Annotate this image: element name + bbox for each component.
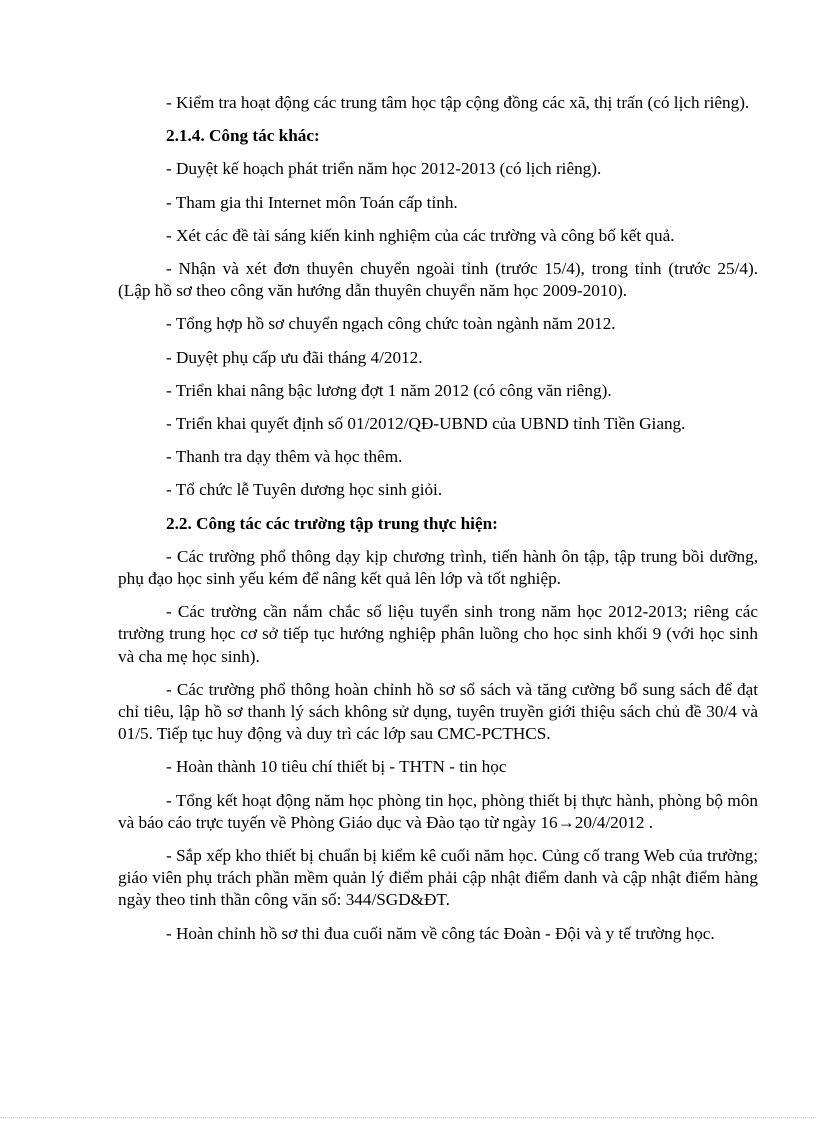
page-bottom-divider — [0, 1117, 816, 1118]
paragraph-kiem-tra-hoc-tap-cong-dong: - Kiểm tra hoạt động các trung tâm học tập cộng đồng các xã, thị trấn (có lịch riêng). — [166, 93, 750, 112]
paragraph-tong-ket-tin-hoc: - Tổng kết hoạt động năm học phòng tin học, phòng thiết bị thực hành, phòng bộ môn và báo cáo trực tuyến về Phòng Giáo dục và Đào tạo từ ngày 16→20/4/2012 . — [118, 790, 758, 832]
section-heading-cong-tac-cac-truong: 2.2. Công tác các trường tập trung thực hiện: — [166, 513, 498, 533]
paragraph-thanh-tra-day-them: - Thanh tra dạy thêm và học thêm. — [166, 447, 403, 467]
paragraph-thi-dua-cuoi-nam: - Hoàn chỉnh hồ sơ thi đua cuối năm về công tác Đoàn - Đội và y tế trường học. — [166, 923, 715, 943]
paragraph-quyet-dinh: - Triển khai quyết định số 01/2012/QĐ-UBND của UBND tỉnh Tiền Giang. — [166, 414, 686, 434]
paragraph-sang-kien-kinh-nghiem: - Xét các đề tài sáng kiến kinh nghiệm của các trường và công bố kết quả. — [166, 225, 675, 245]
document-body — [118, 92, 758, 956]
section-heading-cong-tac-khac: 2.1.4. Công tác khác: — [166, 126, 320, 146]
paragraph-thi-internet-toan: - Tham gia thi Internet môn Toán cấp tỉnh. — [166, 192, 458, 212]
paragraph-nang-bac-luong: - Triển khai nâng bậc lương đợt 1 năm 2012 (có công văn riêng). — [166, 380, 612, 400]
paragraph-tuyen-sinh: - Các trường cần nắm chắc số liệu tuyển sinh trong năm học 2012-2013; riêng các trường trung học cơ sở tiếp tục hướng nghiệp phân luồng cho học sinh khối 9 (với học sinh và cha mẹ học sinh). — [118, 602, 758, 666]
paragraph-phu-cap: - Duyệt phụ cấp ưu đãi tháng 4/2012. — [166, 347, 423, 367]
paragraph-tieu-chi-thiet-bi: - Hoàn thành 10 tiêu chí thiết bị - THTN - tin học — [166, 757, 507, 777]
paragraph-kho-thiet-bi: - Sắp xếp kho thiết bị chuẩn bị kiểm kê cuối năm học. Củng cố trang Web của trường; giáo viên phụ trách phần mềm quản lý điểm phải cập nhật điểm danh và cập nhật điểm hàng ngày theo tinh thần công văn số: 344/SGD&ĐT. — [118, 846, 758, 910]
paragraph-day-kip-chuong-trinh: - Các trường phổ thông dạy kịp chương trình, tiến hành ôn tập, tập trung bồi dưỡng, phụ đạo học sinh yếu kém để nâng kết quả lên lớp và tốt nghiệp. — [118, 546, 758, 589]
paragraph-ho-so-so-sach: - Các trường phổ thông hoàn chỉnh hồ sơ sổ sách và tăng cường bổ sung sách để đạt chỉ tiêu, lập hồ sơ thanh lý sách không sử dụng, tuyên truyền giới thiệu sách chủ đề 30/4 và 01/5. Tiếp tục huy động và duy trì các lớp sau CMC-PCTHCS. — [118, 679, 758, 744]
paragraph-chuyen-ngach: - Tổng hợp hồ sơ chuyển ngạch công chức toàn ngành năm 2012. — [166, 314, 616, 334]
paragraph-thuyen-chuyen: - Nhận và xét đơn thuyên chuyển ngoài tỉnh (trước 15/4), trong tỉnh (trước 25/4). (Lập hồ sơ theo công văn hướng dẫn thuyên chuyển năm học 2009-2010). — [118, 259, 758, 301]
paragraph-duyet-ke-hoach: - Duyệt kế hoạch phát triển năm học 2012-2013 (có lịch riêng). — [166, 159, 602, 179]
paragraph-tuyen-duong: - Tổ chức lễ Tuyên dương học sinh giỏi. — [166, 480, 443, 500]
